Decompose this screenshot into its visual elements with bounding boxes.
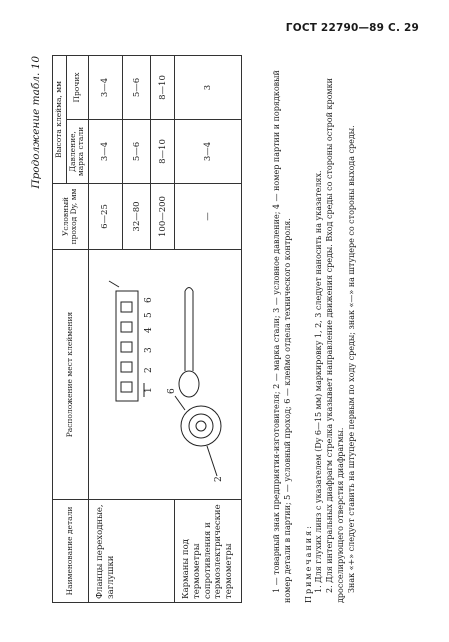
note-item-1: 1. Для глухих линз с указателем (Dy 6—15 мм) маркировку 1, 2, 3 следует наносить на указателях.: [314, 170, 324, 593]
sketch-label: 5: [143, 312, 154, 319]
notes-title: Примечания:: [303, 524, 313, 603]
sketch-label: 3: [143, 347, 154, 354]
header-mark-height: Высота клейма, мм: [53, 56, 67, 184]
notes-block: [272, 56, 358, 603]
bore-value: 32—80: [123, 184, 151, 250]
other-mark-height: 8—10: [151, 56, 175, 120]
note-item-2: 2. Для интегральных диафрагм стрелка указывает направление движения среды. Вход среды со стороны острой кромки дросселирующего отверстия диафрагмы.: [325, 78, 345, 603]
marking-table: [52, 55, 242, 603]
table-row: [88, 56, 122, 603]
part-name-flanges: Фланцы переходные, заглушки: [88, 500, 175, 603]
header-marking-layout: Расположение мест клеймения: [53, 250, 89, 500]
other-mark-height: 3: [175, 56, 241, 120]
pressure-mark-height: 8—10: [151, 120, 175, 184]
sketch-side-label: 6: [166, 388, 177, 395]
header-pressure-steel: Давление, марка стали: [66, 120, 88, 184]
rotated-page-content: [24, 52, 414, 607]
pressure-mark-height: 3—4: [88, 120, 122, 184]
header-other: Прочих: [66, 56, 88, 120]
marking-layout-drawing: [89, 253, 239, 497]
pressure-mark-height: 5—6: [123, 120, 151, 184]
pressure-mark-height: 3—4: [175, 120, 241, 184]
marking-legend: 1 — товарный знак предприятия-изготовителя; 2 — марка стали; 3 — условное давление; 4 — номер партии и порядковый номер детали в партии; 5 — условный проход; 6 — клеймо отдела технического контроля.: [272, 70, 292, 603]
sketch-label: 6: [143, 297, 154, 304]
page-header: ГОСТ 22790—89 С. 29: [285, 22, 419, 34]
part-name-pockets: Карманы под термометры сопротивления и термоэлектрические термометры: [175, 500, 241, 603]
other-mark-height: 5—6: [123, 56, 151, 120]
header-part-name: Наименование детали: [53, 500, 89, 603]
sketch-label: 2: [143, 367, 154, 374]
other-mark-height: 3—4: [88, 56, 122, 120]
bore-value: 6—25: [88, 184, 122, 250]
header-nominal-bore: Условный проход Dy, мм: [53, 184, 89, 250]
table-header-row: [53, 56, 67, 603]
note-final: Знак «+» следует ставить на штуцере первым по ходу среды; знак «—» на штуцере со стороны выхода среды.: [346, 125, 356, 593]
sketch-side-label: 2: [213, 476, 224, 483]
sketch-label: 4: [143, 327, 154, 334]
marking-layout-sketch: [88, 250, 241, 500]
bore-value: 100—200: [151, 184, 175, 250]
table-continuation-caption: Продолжение табл. 10: [30, 56, 42, 189]
bore-value: —: [175, 184, 241, 250]
sketch-label: 1: [143, 387, 154, 394]
